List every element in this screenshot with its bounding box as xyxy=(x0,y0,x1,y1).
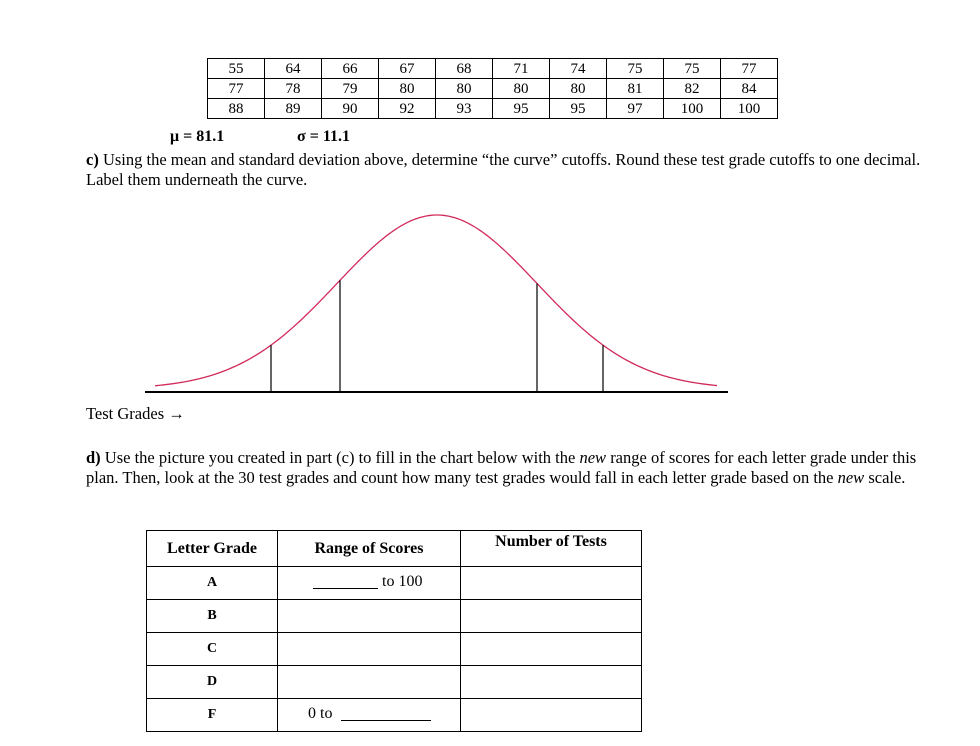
score-cell: 80 xyxy=(493,79,550,99)
score-cell: 92 xyxy=(379,99,436,119)
score-cell: 95 xyxy=(550,99,607,119)
part-d-label: d) xyxy=(86,448,101,467)
score-cell: 78 xyxy=(265,79,322,99)
score-cell: 67 xyxy=(379,59,436,79)
table-row xyxy=(147,633,642,666)
range-text: to 100 xyxy=(382,573,423,590)
count-cell[interactable] xyxy=(461,633,642,666)
blank-line[interactable] xyxy=(341,720,431,721)
score-cell: 97 xyxy=(607,99,664,119)
part-c-text: Using the mean and standard deviation above, determine “the curve” cutoffs. Round these test grade cutoffs to one decimal. Label them underneath the curve. xyxy=(86,150,921,189)
mean-value: μ = 81.1 xyxy=(170,128,225,145)
letter-cell: D xyxy=(147,666,278,699)
table-row xyxy=(147,666,642,699)
sd-value: σ = 11.1 xyxy=(297,128,350,145)
bell-curve xyxy=(155,215,717,386)
score-cell: 82 xyxy=(664,79,721,99)
score-cell: 71 xyxy=(493,59,550,79)
score-cell: 93 xyxy=(436,99,493,119)
range-cell[interactable] xyxy=(278,600,461,633)
range-text: 0 to xyxy=(308,705,333,722)
table-row xyxy=(147,699,642,732)
letter-cell: A xyxy=(147,567,278,600)
score-cell: 80 xyxy=(436,79,493,99)
letter-cell: F xyxy=(147,699,278,732)
table-row xyxy=(147,567,642,600)
range-cell[interactable] xyxy=(278,633,461,666)
score-cell: 68 xyxy=(436,59,493,79)
count-cell[interactable] xyxy=(461,699,642,732)
score-cell: 100 xyxy=(721,99,778,119)
range-cell[interactable] xyxy=(278,666,461,699)
header-letter-grade: Letter Grade xyxy=(147,531,278,567)
score-cell: 75 xyxy=(664,59,721,79)
range-cell[interactable] xyxy=(278,699,461,732)
score-cell: 81 xyxy=(607,79,664,99)
axis-label: Test Grades → xyxy=(86,404,185,423)
table-row xyxy=(147,600,642,633)
blank-line[interactable] xyxy=(313,588,378,589)
score-cell: 77 xyxy=(721,59,778,79)
score-cell: 90 xyxy=(322,99,379,119)
part-d-text: scale. xyxy=(864,468,906,487)
part-d-emphasis: new xyxy=(837,468,865,487)
score-cell: 75 xyxy=(607,59,664,79)
score-cell: 80 xyxy=(379,79,436,99)
part-d-text: Use the picture you created in part (c) to fill in the chart below with the xyxy=(104,448,580,467)
score-cell: 80 xyxy=(550,79,607,99)
range-cell[interactable] xyxy=(278,567,461,600)
part-d-text: range of scores for each letter grade under this plan. Then, look at the 30 test grades and count how many test grades would fall in each letter grade based on the xyxy=(86,448,917,487)
score-cell: 100 xyxy=(664,99,721,119)
part-c-label: c) xyxy=(86,150,99,169)
score-cell: 64 xyxy=(265,59,322,79)
score-cell: 77 xyxy=(208,79,265,99)
score-cell: 79 xyxy=(322,79,379,99)
score-cell: 88 xyxy=(208,99,265,119)
score-cell: 89 xyxy=(265,99,322,119)
header-number-of-tests: Number of Tests xyxy=(461,531,642,567)
letter-cell: B xyxy=(147,600,278,633)
letter-cell: C xyxy=(147,633,278,666)
count-cell[interactable] xyxy=(461,567,642,600)
score-cell: 84 xyxy=(721,79,778,99)
count-cell[interactable] xyxy=(461,600,642,633)
score-cell: 55 xyxy=(208,59,265,79)
count-cell[interactable] xyxy=(461,666,642,699)
header-range: Range of Scores xyxy=(278,531,461,567)
part-d-instructions xyxy=(86,448,926,488)
score-cell: 74 xyxy=(550,59,607,79)
part-d-emphasis: new xyxy=(579,448,607,467)
score-cell: 95 xyxy=(493,99,550,119)
table-header-row xyxy=(147,531,642,567)
grade-table xyxy=(146,530,642,732)
score-cell: 66 xyxy=(322,59,379,79)
